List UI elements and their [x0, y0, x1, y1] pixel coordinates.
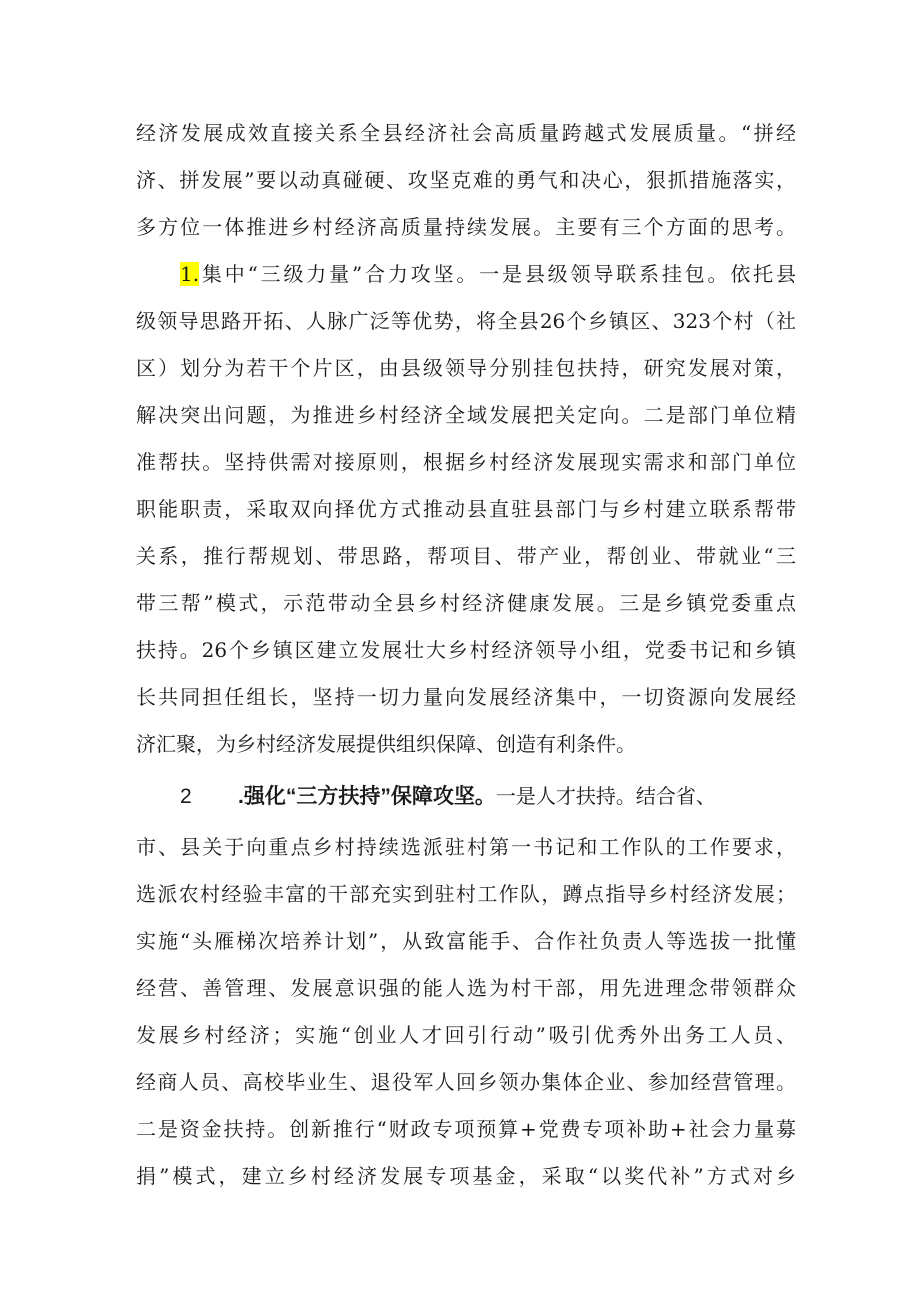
section1-line-6: 关系，推行帮规划、带思路，帮项目、带产业，帮创业、带就业“三 — [136, 544, 796, 568]
intro-line-3: 多方位一体推进乡村经济高质量持续发展。主要有三个方面的思考。 — [136, 215, 796, 239]
section2-line-3: 实施“头雁梯次培养计划”，从致富能手、合作社负责人等选拔一批懂 — [136, 929, 796, 953]
section2-line-8: 捐”模式，建立乡村经济发展专项基金，采取“以奖代补”方式对乡 — [136, 1164, 796, 1188]
section1-line-3: 解决突出问题，为推进乡村经济全域发展把关定向。二是部门单位精 — [136, 403, 796, 427]
section2-number: 2 — [180, 785, 192, 808]
section1-line-9: 长共同担任组长，坚持一切力量向发展经济集中，一切资源向发展经 — [136, 685, 796, 709]
section1-line-1: 级领导思路开拓、人脉广泛等优势，将全县26个乡镇区、323个村（社 — [136, 309, 796, 333]
section2-first-rest: 一是人才扶持。结合省、 — [495, 784, 716, 808]
section1-line-10: 济汇聚，为乡村经济发展提供组织保障、创造有利条件。 — [136, 732, 636, 756]
section2-line-2: 选派农村经验丰富的干部充实到驻村工作队，蹲点指导乡村经济发展； — [136, 882, 796, 906]
intro-line-2: 济、拼发展”要以动真碰硬、攻坚克难的勇气和决心，狠抓措施落实， — [136, 168, 796, 192]
section1-line-5: 职能职责，采取双向择优方式推动县直驻县部门与乡村建立联系帮带 — [136, 497, 796, 521]
section2-heading: .强化“三方扶持”保障攻坚。 — [238, 785, 496, 808]
section1-line-7: 带三帮”模式，示范带动全县乡村经济健康发展。三是乡镇党委重点 — [136, 591, 796, 615]
section1-number: 1. — [180, 262, 200, 286]
section1-line-4: 准帮扶。坚持供需对接原则，根据乡村经济发展现实需求和部门单位 — [136, 450, 796, 474]
section2-line-1: 市、县关于向重点乡村持续选派驻村第一书记和工作队的工作要求， — [136, 835, 796, 859]
section2-line-5: 发展乡村经济；实施“创业人才回引行动”吸引优秀外出务工人员、 — [136, 1023, 796, 1047]
section2-line-7: 二是资金扶持。创新推行“财政专项预算+党费专项补助+社会力量募 — [136, 1117, 796, 1141]
section2-line-4: 经营、善管理、发展意识强的能人选为村干部，用先进理念带领群众 — [136, 976, 796, 1000]
intro-line-1: 经济发展成效直接关系全县经济社会高质量跨越式发展质量。“拼经 — [136, 121, 796, 145]
section1-first-line-text: 集中“三级力量”合力攻坚。一是县级领导联系挂包。依托县 — [199, 262, 796, 286]
section1-line-2: 区）划分为若干个片区，由县级领导分别挂包扶持，研究发展对策， — [136, 356, 796, 380]
section2-line-6: 经商人员、高校毕业生、退役军人回乡领办集体企业、参加经营管理。 — [136, 1070, 796, 1094]
section1-first-line — [180, 259, 796, 289]
section2-heading-line — [180, 781, 796, 812]
section1-line-8: 扶持。26个乡镇区建立发展壮大乡村经济领导小组，党委书记和乡镇 — [136, 638, 796, 662]
